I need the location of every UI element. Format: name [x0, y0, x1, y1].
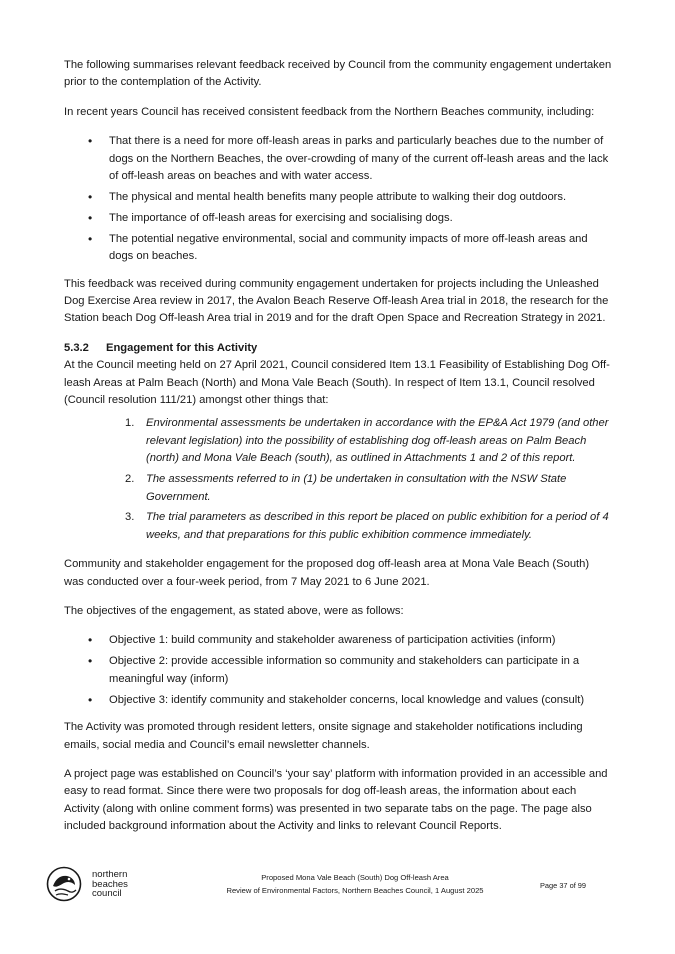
resolution-list	[64, 415, 612, 544]
list-item: • The potential negative environmental, social and community impacts of more off-leash areas and dogs on beaches.	[109, 231, 612, 266]
list-item: • Objective 3: identify community and stakeholder concerns, local knowledge and values (consult)	[109, 692, 612, 709]
feedback-source-paragraph: This feedback was received during community engagement undertaken for projects including the Unleashed Dog Exercise Area review in 2017, the Avalon Beach Reserve Off-leash Area trial in 2018, the research for the Station beach Dog Off-leash Area trial in 2019 and for the draft Open Space and Recreation Strategy in 2021.	[64, 277, 609, 325]
list-item: • That there is a need for more off-leash areas in parks and particularly beaches due to the number of dogs on the Northern Beaches, the over-crowding of many of the current off-leash areas and the lack of off-leash areas on beaches and with water access.	[109, 133, 612, 185]
footer-title-line: Proposed Mona Vale Beach (South) Dog Off-leash Area	[261, 873, 449, 882]
page-footer	[0, 862, 675, 912]
resolution-item	[125, 509, 612, 544]
section-number: 5.3.2	[64, 341, 89, 354]
feedback-list	[64, 133, 612, 265]
resolution-text: The assessments referred to in (1) be undertaken in consultation with the NSW State Government.	[146, 473, 567, 503]
footer-subtitle-line: Review of Environmental Factors, Northern Beaches Council, 1 August 2025	[226, 886, 484, 895]
promotion-paragraph: The Activity was promoted through resident letters, onsite signage and stakeholder notifications including emails, social media and Council’s email newsletter channels.	[64, 721, 583, 751]
list-item: • The importance of off-leash areas for exercising and socialising dogs.	[109, 210, 612, 227]
resolution-item	[125, 415, 612, 467]
resolution-number: 2.	[125, 473, 135, 486]
resolution-text: Environmental assessments be undertaken in accordance with the EP&A Act 1979 (and other relevant legislation) into the possibility of establishing dog off-leash areas on Palm Beach (north) and Mona Vale Beach (south), as outlined in Attachments 1 and 2 of this report.	[146, 417, 609, 465]
document-body	[64, 57, 612, 848]
intro-paragraph: The following summarises relevant feedback received by Council from the community engagement undertaken prior to the contemplation of the Activity.	[64, 59, 612, 89]
resolution-number: 1.	[125, 417, 135, 430]
resolution-item	[125, 471, 612, 506]
resolution-text: The trial parameters as described in this report be placed on public exhibition for a period of 4 weeks, and that preparations for this public exhibition commence immediately.	[146, 511, 609, 541]
council-logo-icon	[46, 866, 82, 902]
feedback-intro-paragraph: In recent years Council has received consistent feedback from the Northern Beaches community, including:	[64, 105, 595, 118]
section-title: Engagement for this Activity	[106, 341, 258, 354]
objectives-list	[64, 632, 612, 709]
list-item: • The physical and mental health benefits many people attribute to walking their dog outdoors.	[109, 189, 612, 206]
objectives-intro-paragraph: The objectives of the engagement, as stated above, were as follows:	[64, 605, 404, 618]
page-number: Page 37 of 99	[540, 881, 587, 890]
section-heading	[64, 340, 612, 357]
list-item: • Objective 2: provide accessible information so community and stakeholders can participate in a meaningful way (inform)	[109, 653, 612, 688]
logo-wordmark: northern beaches council	[92, 869, 128, 900]
footer-document-title	[170, 871, 540, 897]
project-page-paragraph: A project page was established on Council’s ‘your say’ platform with information provided in an accessible and easy to read format. Since there were two proposals for dog off-leash areas, the information about each Activity (along with online comment forms) was presented in two separate tabs on the page. The page also included background information about the Activity and links to relevant Council Reports.	[64, 767, 608, 833]
section-intro-paragraph: At the Council meeting held on 27 April 2021, Council considered Item 13.1 Feasibility of Establishing Dog Off-leash Areas at Palm Beach (North) and Mona Vale Beach (South). In respect of Item 13.1, Council resolved (Council resolution 111/21) amongst other things that:	[64, 359, 610, 406]
list-item: • Objective 1: build community and stakeholder awareness of participation activities (inform)	[109, 632, 612, 649]
resolution-number: 3.	[125, 511, 135, 524]
engagement-period-paragraph: Community and stakeholder engagement for the proposed dog off-leash area at Mona Vale Beach (South) was conducted over a four-week period, from 7 May 2021 to 6 June 2021.	[64, 558, 590, 588]
